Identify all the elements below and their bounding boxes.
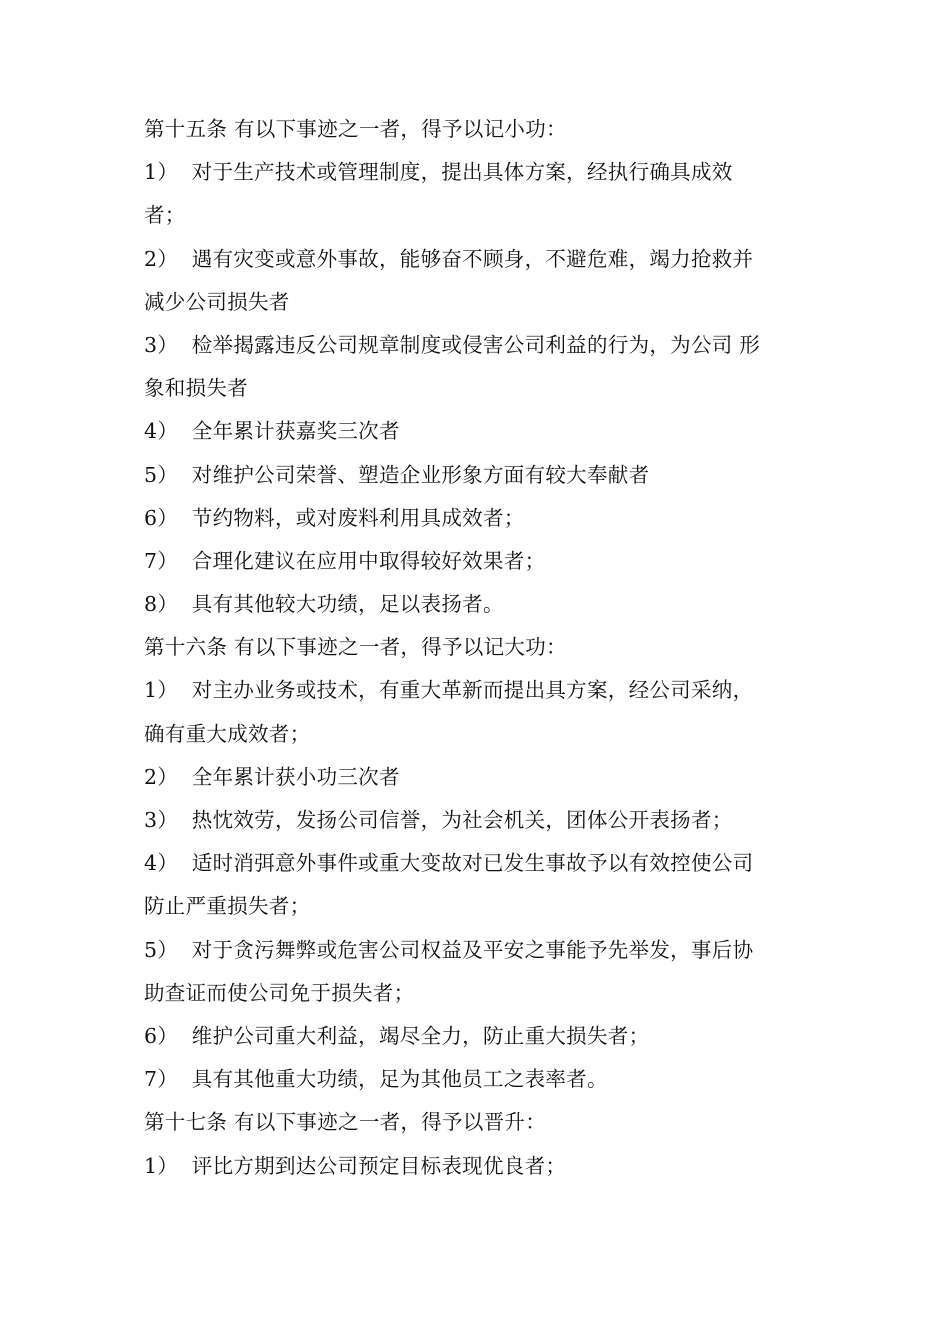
article-17-heading: 第十七条 有以下事迹之一者，得予以晋升：: [144, 1110, 547, 1135]
text-line: 象和损失者: [144, 376, 248, 401]
text-line: 1） 对主办业务或技术，有重大革新而提出具方案，经公司采纳，: [144, 678, 754, 703]
text-line: 6） 维护公司重大利益，竭尽全力，防止重大损失者；: [144, 1023, 650, 1048]
text-line: 防止严重损失者；: [144, 894, 311, 919]
text-line: 2） 遇有灾变或意外事故，能够奋不顾身，不避危难，竭力抢救并: [144, 246, 754, 271]
text-line: 确有重大成效者；: [144, 721, 311, 746]
text-line: 助查证而使公司免于损失者；: [144, 980, 415, 1005]
text-line: 5） 对维护公司荣誉、塑造企业形象方面有较大奉献者: [144, 462, 650, 487]
text-line: 1） 对于生产技术或管理制度，提出具体方案，经执行确具成效: [144, 160, 733, 185]
article-15-heading: 第十五条 有以下事迹之一者，得予以记小功：: [144, 117, 567, 141]
text-line: 8） 具有其他较大功绩，足以表扬者。: [144, 592, 504, 617]
text-line: 5） 对于贪污舞弊或危害公司权益及平安之事能予先举发，事后协: [144, 937, 754, 962]
text-line: 减少公司损失者: [144, 289, 290, 314]
text-line: 1） 评比方期到达公司预定目标表现优良者；: [144, 1153, 567, 1178]
text-line: 7） 合理化建议在应用中取得较好效果者；: [144, 548, 546, 573]
text-line: 4） 全年累计获嘉奖三次者: [144, 419, 400, 444]
article-16-heading: 第十六条 有以下事迹之一者，得予以记大功：: [144, 635, 567, 660]
text-line: 2） 全年累计获小功三次者: [144, 764, 400, 789]
document-body: [144, 108, 814, 1188]
text-line: 7） 具有其他重大功绩，足为其他员工之表率者。: [144, 1067, 608, 1092]
text-line: 6） 节约物料，或对废料利用具成效者；: [144, 505, 525, 530]
text-line: 3） 检举揭露违反公司规章制度或侵害公司利益的行为，为公司 形: [144, 332, 761, 357]
text-line: 者；: [144, 203, 186, 228]
text-line: 4） 适时消弭意外事件或重大变故对已发生事故予以有效控使公司: [144, 851, 754, 876]
text-line: 3） 热忱效劳，发扬公司信誉，为社会机关，团体公开表扬者；: [144, 808, 733, 832]
